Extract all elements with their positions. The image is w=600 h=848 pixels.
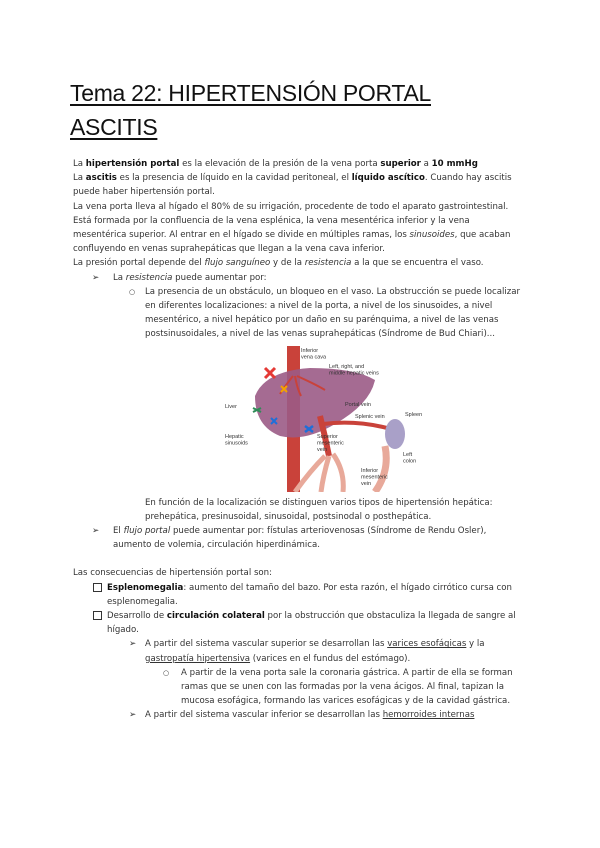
label-hepatic-sinusoids: Hepatic sinusoids [225,433,248,447]
spleen-shape [385,419,405,449]
arrow-bullet-icon: ➢ [129,710,137,721]
label-liver: Liver [225,403,237,410]
label-inferior-mesenteric-vein: Inferior mesenteric vein [361,467,388,487]
circle-bullet-icon: ○ [163,668,170,677]
bullet-sistema-inferior: ➢ A partir del sistema vascular inferior se desarrollan las hemorroides internas [73,708,525,722]
obstruction-marker-icon [265,368,275,378]
checkbox-circulacion-colateral[interactable] [93,611,102,620]
paragraph-presion-portal: La presión portal depende del flujo sanguíneo y de la resistencia a la que se encuentra el vaso. [73,258,484,269]
label-portal-vein: Portal vein [345,401,371,408]
sub-bullet-obstaculo: ○ La presencia de un obstáculo, un bloqueo en el vaso. La obstrucción se puede localizar en diferentes localizaciones: a nivel de la porta, a nivel de los sinusoides, a nivel mesentérico, a nivel hepático por un daño en su parénquima, a nivel de las venas postsinusoidales, a nivel de las venas suprahepáticas (Síndrome de Bud Chiari)... [129,286,521,340]
paragraph-tipos-hipertension: En función de la localización se distinguen varios tipos de hipertensión hepática: prehepática, presinusoidal, sinusoidal, postsinodal o posthepática. [145,497,493,522]
arrow-bullet-icon: ➢ [92,526,100,537]
title-line-1: Tema 22: HIPERTENSIÓN PORTAL [70,80,431,106]
portal-system-diagram [225,346,425,492]
sub-bullet-coronaria-gastrica: ○ A partir de la vena porta sale la coronaria gástrica. A partir de ella se forman ramas que se unen con las formadas por la vena ácigos. Al final, tapizan la mucosa esofágica, formando las varices esofágicas y de la cavidad gástrica. [163,667,513,707]
arrow-bullet-icon: ➢ [92,272,100,283]
bullet-sistema-superior: ➢ A partir del sistema vascular superior se desarrollan las varices esofágicas y la gastropatía hipertensiva (varices en el fundus del estómago). [129,639,485,664]
title-line-2: ASCITIS [70,114,158,140]
label-left-colon: Left colon [403,451,417,465]
label-splenic-vein: Splenic vein [355,413,385,420]
checkbox-esplenomegalia[interactable] [93,583,102,592]
label-hepatic-veins: Left, right, and middle hepatic veins [329,363,379,377]
bullet-flujo-portal: ➢ El flujo portal puede aumentar por: fístulas arteriovenosas (Síndrome de Rendu Osler), aumento de volemia, circulación hiperdinámica. [92,526,487,551]
paragraph-hipertension: La hipertensión portal es la elevación de la presión de la vena porta superior a 10 mmHg [73,159,478,169]
label-spleen: Spleen [405,411,423,418]
portal-anatomy-illustration [225,346,425,492]
circle-bullet-icon: ○ [129,287,136,296]
bullet-resistencia: ➢ La resistencia puede aumentar por: [73,271,525,285]
arrow-bullet-icon: ➢ [129,639,137,650]
label-superior-mesenteric-vein: Superior mesenteric vein [317,433,344,453]
label-ivc: Inferior vena cava [301,347,327,361]
page-title [70,76,431,144]
document-body [73,157,525,723]
paragraph-vena-porta: La vena porta lleva al hígado el 80% de su irrigación, procedente de todo el aparato gastrointestinal. Está formada por la confluencia de la vena esplénica, la vena mesentérica inferior y la vena mesentérica superior. Al entrar en el hígado se divide en múltiples ramas, los sinusoides, que acaban confluyendo en venas suprahepáticas que llegan a la vena cava inferior. [73,201,511,255]
checklist-circulacion-colateral: Desarrollo de circulación colateral por la obstrucción que obstaculiza la llegada de sangre al hígado. [73,609,525,637]
checklist-esplenomegalia: Esplenomegalia: aumento del tamaño del bazo. Por esta razón, el hígado cirrótico cursa con esplenomegalia. [73,581,525,609]
intestine-shape [295,454,343,492]
consequences-heading: Las consecuencias de hipertensión portal son: [73,568,273,579]
paragraph-ascitis: La ascitis es la presencia de líquido en la cavidad peritoneal, el líquido ascítico. Cuando hay ascitis puede haber hipertensión portal. [73,173,512,198]
